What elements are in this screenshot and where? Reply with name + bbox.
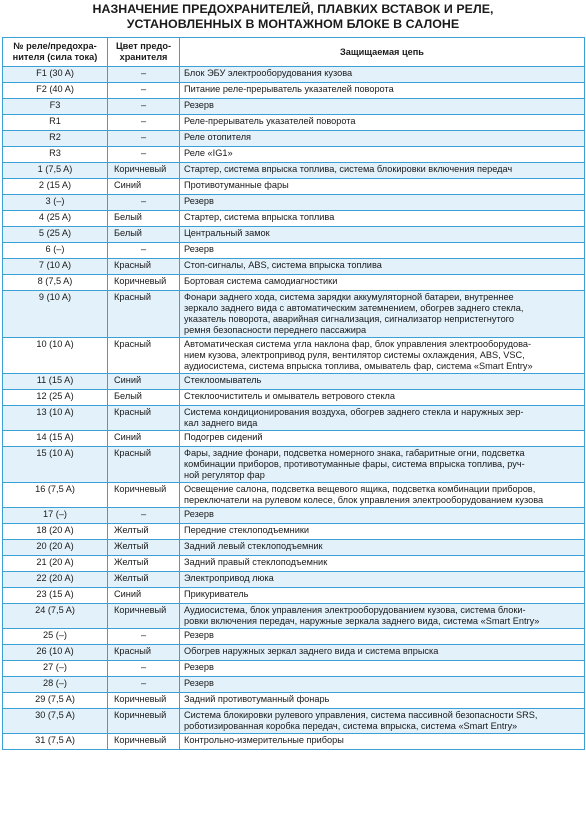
table-header-row (3, 38, 585, 67)
table-row (3, 243, 585, 259)
header-color-line-2: хранителя (119, 52, 168, 62)
fuse-color-cell: Коричневый (108, 734, 180, 750)
circuit-text-line: Задний противотуманный фонарь (184, 694, 330, 704)
circuit-text-line: Резерв (184, 678, 214, 688)
fuse-number-cell: 13 (10 A) (3, 406, 108, 431)
table-row (3, 67, 585, 83)
fuse-number-cell: F1 (30 A) (3, 67, 108, 83)
table-row (3, 195, 585, 211)
fuse-number-cell: 30 (7,5 A) (3, 709, 108, 734)
document-title (0, 0, 586, 32)
fuse-number-cell: 22 (20 A) (3, 572, 108, 588)
circuit-text-line: Резерв (184, 630, 214, 640)
fuse-color-cell: – (108, 99, 180, 115)
table-row (3, 483, 585, 508)
protected-circuit-cell (180, 390, 585, 406)
fuse-color-cell: Желтый (108, 540, 180, 556)
header-fuse-number (3, 38, 108, 67)
protected-circuit-cell (180, 338, 585, 374)
table-row (3, 406, 585, 431)
fuse-number-cell: 12 (25 A) (3, 390, 108, 406)
circuit-text-line: Реле отопителя (184, 132, 252, 142)
table-row (3, 99, 585, 115)
circuit-text-line: Освещение салона, подсветка вещевого ящика, подсветка комбинации приборов, (184, 484, 536, 494)
fuse-color-cell: Синий (108, 588, 180, 604)
fuse-number-cell: 26 (10 A) (3, 645, 108, 661)
table-row (3, 390, 585, 406)
protected-circuit-cell (180, 243, 585, 259)
circuit-text-line: Резерв (184, 100, 214, 110)
protected-circuit-cell (180, 588, 585, 604)
circuit-text-line: Стеклоомыватель (184, 375, 262, 385)
circuit-text-line: Блок ЭБУ электрооборудования кузова (184, 68, 353, 78)
protected-circuit-cell (180, 406, 585, 431)
table-row (3, 374, 585, 390)
table-row (3, 709, 585, 734)
fuse-color-cell: – (108, 115, 180, 131)
fuse-number-cell: 6 (–) (3, 243, 108, 259)
circuit-text-line: Система блокировки рулевого управления, система пассивной безопасности SRS, (184, 710, 538, 720)
table-row (3, 645, 585, 661)
protected-circuit-cell (180, 83, 585, 99)
fuse-color-cell: Желтый (108, 524, 180, 540)
circuit-text-line: ровки включения передач, наружные зеркала заднего вида, система «Smart Entry» (184, 616, 540, 626)
fuse-number-cell: 3 (–) (3, 195, 108, 211)
protected-circuit-cell (180, 604, 585, 629)
circuit-text-line: ной регулятор фар (184, 470, 265, 480)
fuse-color-cell: Синий (108, 374, 180, 390)
fuse-number-cell: 27 (–) (3, 661, 108, 677)
protected-circuit-cell (180, 556, 585, 572)
protected-circuit-cell (180, 67, 585, 83)
protected-circuit-cell (180, 572, 585, 588)
protected-circuit-cell (180, 115, 585, 131)
fuse-color-cell: Желтый (108, 556, 180, 572)
table-row (3, 572, 585, 588)
fuse-number-cell: 20 (20 A) (3, 540, 108, 556)
protected-circuit-cell (180, 483, 585, 508)
fuse-number-cell: 14 (15 A) (3, 431, 108, 447)
fuse-color-cell: Коричневый (108, 275, 180, 291)
circuit-text-line: Стартер, система впрыска топлива (184, 212, 335, 222)
fuse-color-cell: Красный (108, 338, 180, 374)
fuse-number-cell: R3 (3, 147, 108, 163)
fuse-color-cell: Желтый (108, 572, 180, 588)
circuit-text-line: Стартер, система впрыска топлива, система блокировки включения передач (184, 164, 513, 174)
circuit-text-line: Система кондиционирования воздуха, обогрев заднего стекла и наружных зер- (184, 407, 524, 417)
circuit-text-line: Аудиосистема, блок управления электрооборудованием кузова, система блоки- (184, 605, 526, 615)
title-line-2: УСТАНОВЛЕННЫХ В МОНТАЖНОМ БЛОКЕ В САЛОНЕ (126, 17, 460, 31)
protected-circuit-cell (180, 540, 585, 556)
protected-circuit-cell (180, 195, 585, 211)
fuse-color-cell: – (108, 131, 180, 147)
fuse-color-cell: Красный (108, 406, 180, 431)
circuit-text-line: Фонари заднего хода, система зарядки аккумуляторной батареи, внутреннее (184, 292, 514, 302)
protected-circuit-cell (180, 693, 585, 709)
circuit-text-line: Стоп-сигналы, ABS, система впрыска топлива (184, 260, 382, 270)
fuse-color-cell: – (108, 661, 180, 677)
protected-circuit-cell (180, 211, 585, 227)
fuse-number-cell: 29 (7,5 A) (3, 693, 108, 709)
fuse-number-cell: R2 (3, 131, 108, 147)
fuse-number-cell: 1 (7,5 A) (3, 163, 108, 179)
table-row (3, 179, 585, 195)
fuse-number-cell: 31 (7,5 A) (3, 734, 108, 750)
table-row (3, 211, 585, 227)
fuse-color-cell: Синий (108, 179, 180, 195)
fuse-number-cell: 17 (–) (3, 508, 108, 524)
table-row (3, 604, 585, 629)
circuit-text-line: указатель поворота, аварийная сигнализация, сигнализатор непристегнутого (184, 314, 514, 324)
header-protected-circuit (180, 38, 585, 67)
fuse-number-cell: 15 (10 A) (3, 447, 108, 483)
fuse-color-cell: Белый (108, 211, 180, 227)
table-row (3, 115, 585, 131)
circuit-text-line: Реле-прерыватель указателей поворота (184, 116, 356, 126)
protected-circuit-cell (180, 131, 585, 147)
fuse-number-cell: 16 (7,5 A) (3, 483, 108, 508)
fuse-number-cell: 18 (20 A) (3, 524, 108, 540)
fuse-number-cell: 5 (25 A) (3, 227, 108, 243)
table-row (3, 259, 585, 275)
protected-circuit-cell (180, 163, 585, 179)
protected-circuit-cell (180, 629, 585, 645)
table-row (3, 540, 585, 556)
protected-circuit-cell (180, 447, 585, 483)
protected-circuit-cell (180, 147, 585, 163)
fuse-color-cell: Красный (108, 291, 180, 338)
fuse-table (2, 37, 585, 750)
protected-circuit-cell (180, 179, 585, 195)
fuse-number-cell: F2 (40 A) (3, 83, 108, 99)
table-row (3, 734, 585, 750)
fuse-color-cell: Коричневый (108, 693, 180, 709)
circuit-text-line: Автоматическая система угла наклона фар, блок управления электрооборудова- (184, 339, 532, 349)
circuit-text-line: Контрольно-измерительные приборы (184, 735, 344, 745)
fuse-color-cell: Коричневый (108, 163, 180, 179)
protected-circuit-cell (180, 374, 585, 390)
fuse-color-cell: Коричневый (108, 483, 180, 508)
table-row (3, 588, 585, 604)
header-fuse-color (108, 38, 180, 67)
fuse-color-cell: Коричневый (108, 604, 180, 629)
table-row (3, 508, 585, 524)
fuse-color-cell: – (108, 147, 180, 163)
table-row (3, 629, 585, 645)
fuse-color-cell: Синий (108, 431, 180, 447)
table-row (3, 524, 585, 540)
circuit-text-line: Фары, задние фонари, подсветка номерного знака, габаритные огни, подсветка (184, 448, 525, 458)
fuse-color-cell: – (108, 629, 180, 645)
fuse-number-cell: 24 (7,5 A) (3, 604, 108, 629)
table-row (3, 661, 585, 677)
header-color-line-1: Цвет предо- (115, 41, 172, 51)
fuse-color-cell: Красный (108, 645, 180, 661)
table-row (3, 677, 585, 693)
circuit-text-line: Прикуриватель (184, 589, 249, 599)
circuit-text-line: Резерв (184, 662, 214, 672)
fuse-color-cell: Коричневый (108, 709, 180, 734)
protected-circuit-cell (180, 291, 585, 338)
fuse-color-cell: – (108, 195, 180, 211)
header-fuse-line-1: № реле/предохра- (13, 41, 97, 51)
protected-circuit-cell (180, 227, 585, 243)
protected-circuit-cell (180, 508, 585, 524)
fuse-color-cell: Красный (108, 447, 180, 483)
circuit-text-line: роботизированная коробка передач, система впрыска, система «Smart Entry» (184, 721, 518, 731)
fuse-number-cell: 21 (20 A) (3, 556, 108, 572)
protected-circuit-cell (180, 524, 585, 540)
table-row (3, 131, 585, 147)
circuit-text-line: переключатели на рулевом колесе, блок управления электрооборудованием кузова (184, 495, 544, 505)
header-fuse-line-2: нителя (сила тока) (12, 52, 98, 62)
fuse-number-cell: 10 (10 A) (3, 338, 108, 374)
circuit-text-line: Реле «IG1» (184, 148, 233, 158)
fuse-color-cell: – (108, 508, 180, 524)
circuit-text-line: Подогрев сидений (184, 432, 263, 442)
table-row (3, 147, 585, 163)
table-row (3, 83, 585, 99)
circuit-text-line: аудиосистема, система впрыска топлива, омыватель фар, система «Smart Entry» (184, 361, 533, 371)
table-row (3, 163, 585, 179)
fuse-number-cell: R1 (3, 115, 108, 131)
circuit-text-line: Резерв (184, 509, 214, 519)
table-row (3, 693, 585, 709)
circuit-text-line: нием кузова, электропривод руля, вентилятор системы охлаждения, ABS, VSC, (184, 350, 525, 360)
fuse-number-cell: 9 (10 A) (3, 291, 108, 338)
circuit-text-line: Обогрев наружных зеркал заднего вида и система впрыска (184, 646, 439, 656)
fuse-color-cell: Белый (108, 390, 180, 406)
fuse-table-body (3, 67, 585, 750)
circuit-text-line: Центральный замок (184, 228, 270, 238)
fuse-number-cell: 8 (7,5 A) (3, 275, 108, 291)
fuse-color-cell: – (108, 677, 180, 693)
circuit-text-line: комбинации приборов, противотуманные фары, система впрыска топлива, руч- (184, 459, 525, 469)
table-row (3, 227, 585, 243)
fuse-color-cell: – (108, 67, 180, 83)
protected-circuit-cell (180, 645, 585, 661)
fuse-color-cell: – (108, 243, 180, 259)
circuit-text-line: Передние стеклоподъемники (184, 525, 310, 535)
table-row (3, 431, 585, 447)
table-row (3, 338, 585, 374)
circuit-text-line: Стеклоочиститель и омыватель ветрового стекла (184, 391, 396, 401)
fuse-number-cell: 2 (15 A) (3, 179, 108, 195)
protected-circuit-cell (180, 734, 585, 750)
circuit-text-line: Задний правый стеклоподъемник (184, 557, 328, 567)
circuit-text-line: зеркало заднего вида с автоматическим затемнением, обогрев заднего стекла, (184, 303, 524, 313)
fuse-number-cell: 4 (25 A) (3, 211, 108, 227)
table-row (3, 556, 585, 572)
table-row (3, 447, 585, 483)
table-row (3, 291, 585, 338)
circuit-text-line: Бортовая система самодиагностики (184, 276, 338, 286)
circuit-text-line: Питание реле-прерыватель указателей поворота (184, 84, 394, 94)
protected-circuit-cell (180, 99, 585, 115)
circuit-text-line: Резерв (184, 244, 214, 254)
fuse-color-cell: Белый (108, 227, 180, 243)
fuse-number-cell: F3 (3, 99, 108, 115)
protected-circuit-cell (180, 677, 585, 693)
fuse-number-cell: 7 (10 A) (3, 259, 108, 275)
header-circuit-line-1: Защищаемая цепь (340, 46, 424, 57)
fuse-number-cell: 25 (–) (3, 629, 108, 645)
protected-circuit-cell (180, 709, 585, 734)
protected-circuit-cell (180, 661, 585, 677)
protected-circuit-cell (180, 259, 585, 275)
protected-circuit-cell (180, 431, 585, 447)
fuse-number-cell: 28 (–) (3, 677, 108, 693)
circuit-text-line: ремня безопасности переднего пассажира (184, 325, 367, 335)
fuse-color-cell: – (108, 83, 180, 99)
circuit-text-line: Противотуманные фары (184, 180, 289, 190)
circuit-text-line: Задний левый стеклоподъемник (184, 541, 323, 551)
fuse-number-cell: 11 (15 A) (3, 374, 108, 390)
circuit-text-line: кал заднего вида (184, 418, 258, 428)
circuit-text-line: Электропривод люка (184, 573, 274, 583)
protected-circuit-cell (180, 275, 585, 291)
circuit-text-line: Резерв (184, 196, 214, 206)
table-row (3, 275, 585, 291)
fuse-number-cell: 23 (15 A) (3, 588, 108, 604)
fuse-color-cell: Красный (108, 259, 180, 275)
title-line-1: НАЗНАЧЕНИЕ ПРЕДОХРАНИТЕЛЕЙ, ПЛАВКИХ ВСТАВОК И РЕЛЕ, (92, 2, 494, 16)
